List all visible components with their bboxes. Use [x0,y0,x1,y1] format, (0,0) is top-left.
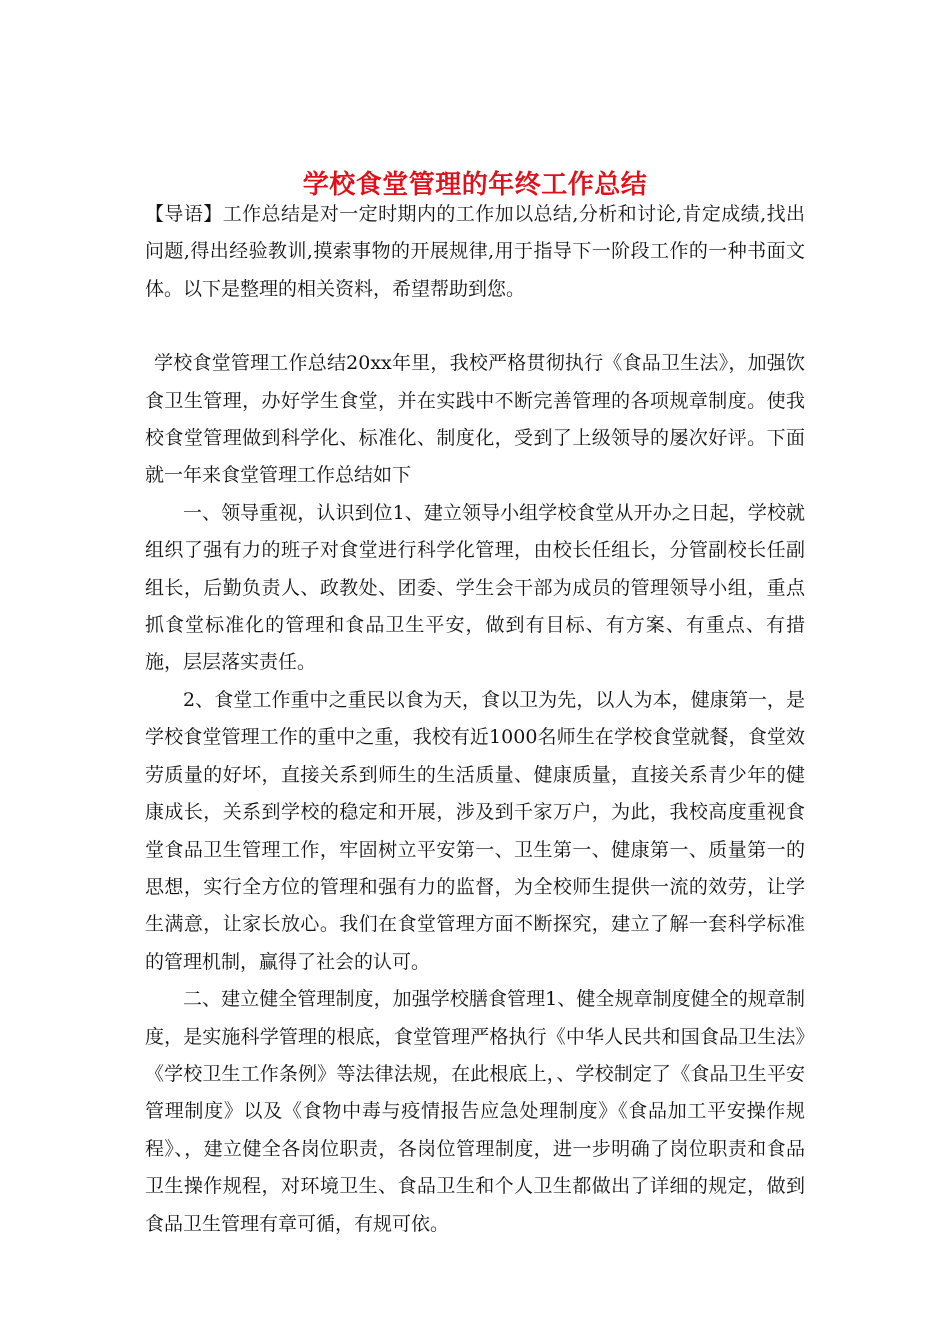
section-regulations-paragraph: 二、建立健全管理制度，加强学校膳食管理1、健全规章制度健全的规章制度，是实施科学管理的根底，食堂管理严格执行《中华人民共和国食品卫生法》《学校卫生工作条例》等法律法规，在此根底上，、学校制定了《食品卫生平安管理制度》以及《食物中毒与疫情报告应急处理制度》《食品加工平安操作规程》、，建立健全各岗位职责，各岗位管理制度，进一步明确了岗位职责和食品卫生操作规程，对环境卫生、食品卫生和个人卫生都做出了详细的规定，做到食品卫生管理有章可循，有规可依。 [145,988,805,1235]
document-body [145,196,805,1243]
section-leadership-paragraph: 一、领导重视，认识到位1、建立领导小组学校食堂从开办之日起，学校就组织了强有力的班子对食堂进行科学化管理，由校长任组长，分管副校长任副组长，后勤负责人、政教处、团委、学生会干部为成员的管理领导小组，重点抓食堂标准化的管理和食品卫生平安，做到有目标、有方案、有重点、有措施，层层落实责任。 [145,501,805,674]
section-priority-paragraph: 2、食堂工作重中之重民以食为天，食以卫为先，以人为本，健康第一，是学校食堂管理工作的重中之重，我校有近1000名师生在学校食堂就餐，食堂效劳质量的好坏，直接关系到师生的生活质量、健康质量，直接关系青少年的健康成长，关系到学校的稳定和开展，涉及到千家万户，为此，我校高度重视食堂食品卫生管理工作，牢固树立平安第一、卫生第一、健康第一、质量第一的思想，实行全方位的管理和强有力的监督，为全校师生提供一流的效劳，让学生满意，让家长放心。我们在食堂管理方面不断探究，建立了解一套科学标准的管理机制，赢得了社会的认可。 [145,688,805,973]
document-title: 学校食堂管理的年终工作总结 [302,170,648,201]
summary-opening-paragraph: 学校食堂管理工作总结20xx年里，我校严格贯彻执行《食品卫生法》，加强饮食卫生管理，办好学生食堂，并在实践中不断完善管理的各项规章制度。使我校食堂管理做到科学化、标准化、制度化，受到了上级领导的屡次好评。下面就一年来食堂管理工作总结如下 [145,352,805,487]
intro-paragraph: 【导语】工作总结是对一定时期内的工作加以总结,分析和讨论,肯定成绩,找出问题,得出经验教训,摸索事物的开展规律,用于指导下一阶段工作的一种书面文体。以下是整理的相关资料，希望帮助到您。 [145,203,805,300]
